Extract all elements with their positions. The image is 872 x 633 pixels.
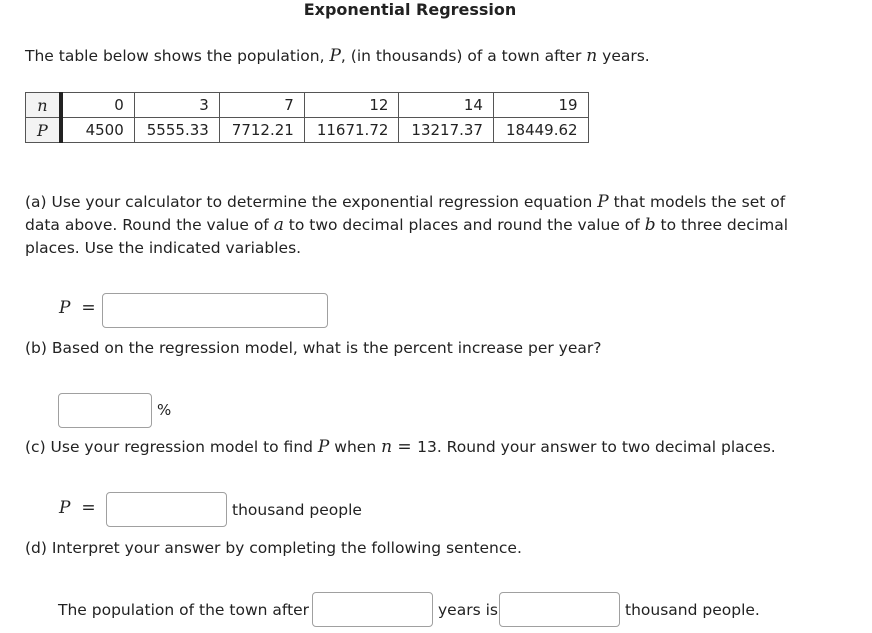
row-header-n: n — [26, 93, 61, 118]
table-row-n — [26, 93, 589, 118]
table-cell: 3 — [134, 93, 219, 118]
part-a-text: that models the set of — [608, 193, 786, 211]
part-c-question — [25, 437, 776, 457]
part-c-population-input[interactable] — [106, 492, 227, 527]
equals-sign: = — [392, 437, 418, 457]
part-b-percent-input[interactable] — [58, 393, 152, 428]
intro-part2: , (in thousands) of a town after — [340, 47, 587, 65]
equals-sign: = — [81, 498, 96, 518]
sentence-middle: years is — [438, 601, 498, 619]
part-a-answer-label — [59, 298, 96, 318]
thousand-people-unit: thousand people — [232, 501, 362, 519]
part-a-text: places. Use the indicated variables. — [25, 239, 302, 257]
intro-part3: years. — [597, 47, 650, 65]
var-p: P — [317, 437, 330, 457]
part-c-text: 13. Round your answer to two decimal places. — [417, 438, 776, 456]
part-a-text: to three decimal — [655, 216, 789, 234]
intro-part1: The table below shows the population, — [25, 47, 330, 65]
var-n: n — [381, 437, 393, 457]
part-a-question — [25, 191, 788, 260]
part-d-question: (d) Interpret your answer by completing the following sentence. — [25, 539, 522, 557]
population-table — [25, 92, 589, 143]
part-d-years-input[interactable] — [312, 592, 433, 627]
var-p: P — [329, 46, 341, 66]
table-cell: 5555.33 — [134, 118, 219, 143]
sentence-end: thousand people. — [625, 601, 760, 619]
part-c-text: when — [329, 438, 382, 456]
table-cell: 14 — [399, 93, 494, 118]
part-a-equation-input[interactable] — [102, 293, 328, 328]
part-c-text: (c) Use your regression model to find — [25, 438, 318, 456]
table-cell: 18449.62 — [493, 118, 588, 143]
part-a-text: data above. Round the value of — [25, 216, 274, 234]
var-n: n — [586, 46, 598, 66]
page-title: Exponential Regression — [303, 0, 517, 19]
var-p: P — [59, 298, 71, 318]
var-p: P — [597, 192, 609, 212]
equals-sign: = — [81, 298, 96, 318]
table-cell: 7712.21 — [219, 118, 304, 143]
table-cell: 0 — [61, 93, 135, 118]
part-c-answer-label — [59, 498, 96, 518]
part-d-population-input[interactable] — [499, 592, 620, 627]
table-cell: 13217.37 — [399, 118, 494, 143]
table-cell: 19 — [493, 93, 588, 118]
var-b: b — [644, 215, 656, 235]
percent-unit: % — [157, 401, 172, 419]
table-cell: 11671.72 — [304, 118, 399, 143]
table-cell: 4500 — [61, 118, 135, 143]
part-a-text: to two decimal places and round the value of — [283, 216, 645, 234]
intro-text — [25, 46, 650, 66]
table-cell: 7 — [219, 93, 304, 118]
row-header-p: P — [26, 118, 61, 143]
part-b-question: (b) Based on the regression model, what is the percent increase per year? — [25, 339, 602, 357]
var-p: P — [59, 498, 71, 518]
sentence-start: The population of the town after — [58, 601, 310, 619]
var-a: a — [273, 215, 284, 235]
table-row-p — [26, 118, 589, 143]
table-cell: 12 — [304, 93, 399, 118]
part-a-text: (a) Use your calculator to determine the exponential regression equation — [25, 193, 598, 211]
